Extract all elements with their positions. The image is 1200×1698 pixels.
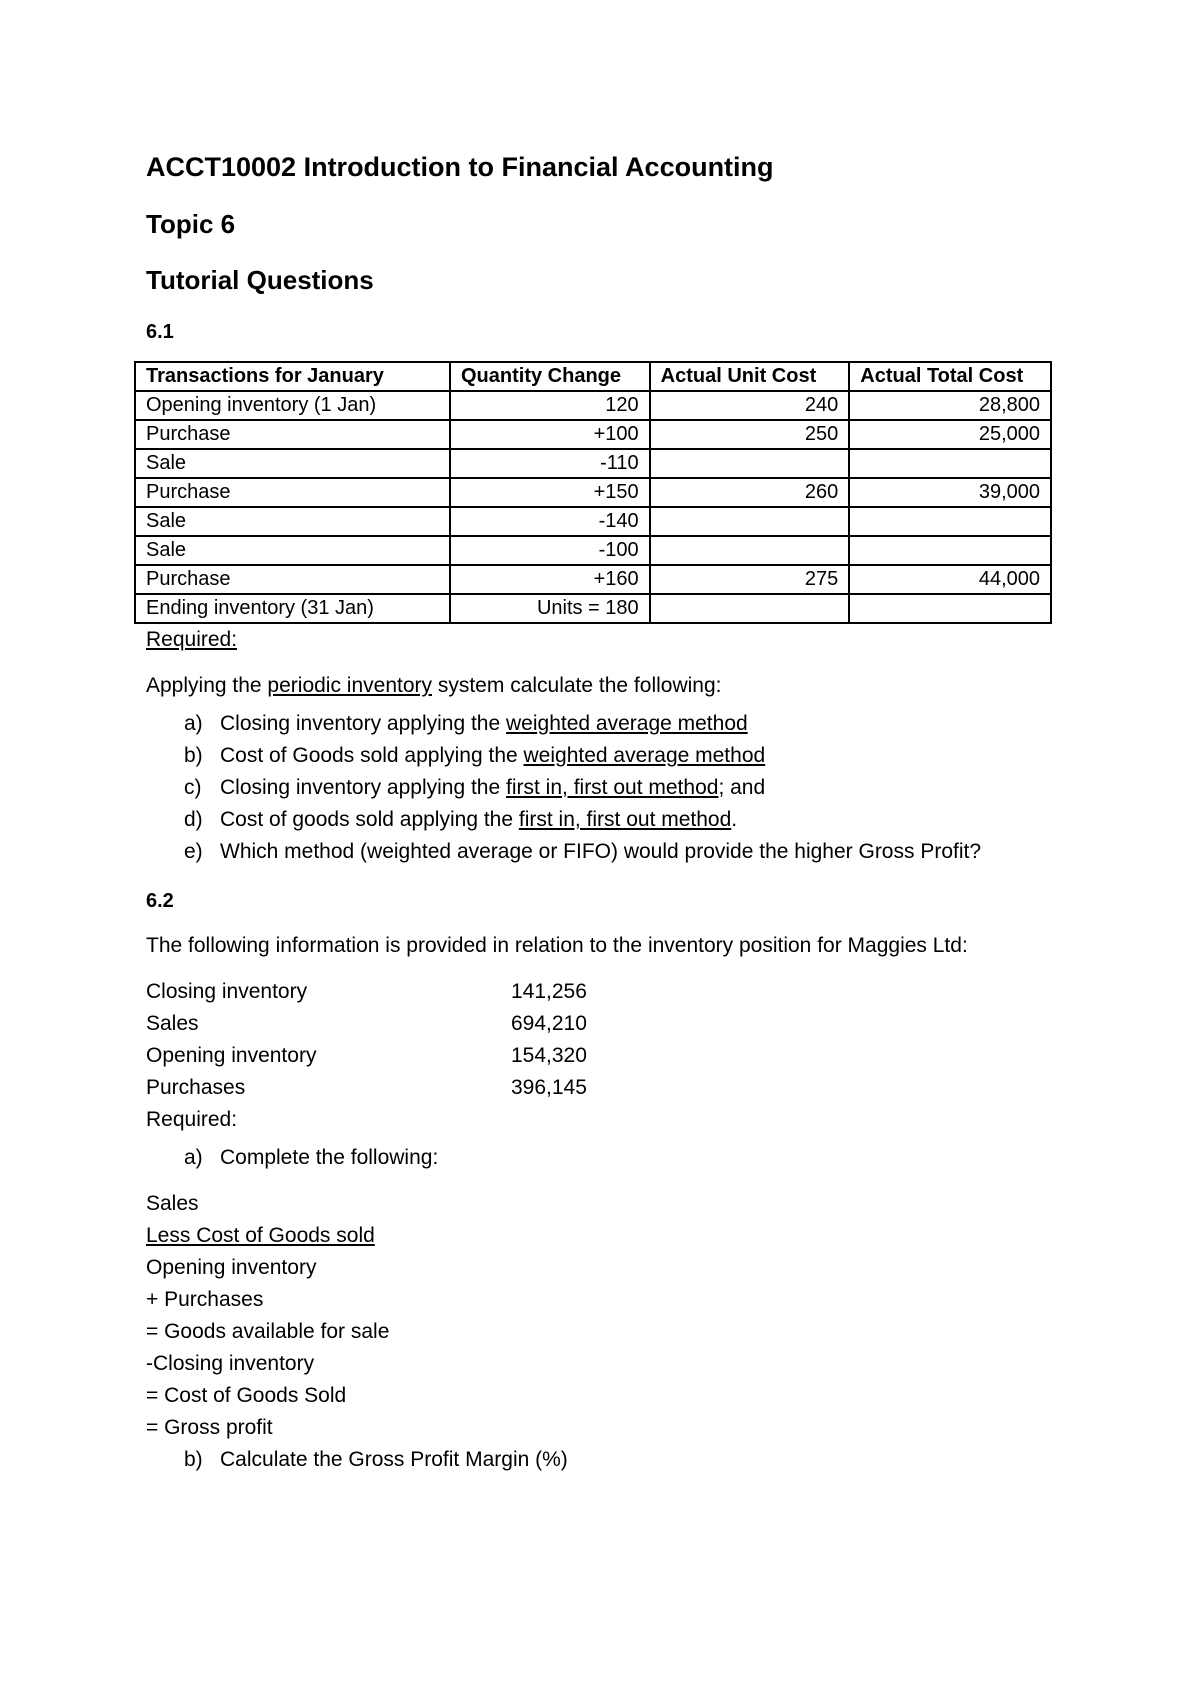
figure-row (146, 976, 1066, 1008)
table-cell: Purchase (135, 478, 450, 507)
table-cell (650, 449, 850, 478)
table-cell: Ending inventory (31 Jan) (135, 594, 450, 623)
item-text: Which method (weighted average or FIFO) would provide the higher Gross Profit? (220, 840, 982, 863)
table-cell: 39,000 (849, 478, 1051, 507)
table-cell: +100 (450, 420, 650, 449)
column-header: Transactions for January (135, 362, 450, 391)
item-text: Calculate the Gross Profit Margin (%) (220, 1448, 568, 1471)
list-marker: b) (184, 1448, 203, 1471)
figure-row (146, 1008, 1066, 1040)
figure-value: 154,320 (511, 1044, 587, 1067)
table-cell: Sale (135, 507, 450, 536)
figure-label: Sales (146, 1012, 199, 1035)
column-header: Actual Total Cost (849, 362, 1051, 391)
item-text: Complete the following: (220, 1146, 439, 1169)
table-cell: 260 (650, 478, 850, 507)
table-cell (650, 536, 850, 565)
list-marker: a) (184, 1146, 203, 1169)
statement-line: -Closing inventory (146, 1352, 315, 1375)
question-6-1-intro (146, 670, 1066, 702)
table-cell (849, 507, 1051, 536)
table-cell: Opening inventory (1 Jan) (135, 391, 450, 420)
table-cell: Sale (135, 449, 450, 478)
list-item (184, 836, 1066, 868)
table-cell: 240 (650, 391, 850, 420)
item-underlined-term: first in, first out method (518, 808, 732, 831)
table-row (135, 391, 1051, 420)
question-6-2-item-b (146, 1444, 1066, 1476)
table-cell: -140 (450, 507, 650, 536)
inventory-transactions-table (134, 361, 1052, 624)
figure-label: Purchases (146, 1076, 246, 1099)
intro-text: system calculate the following: (432, 674, 722, 697)
question-6-1-items (146, 708, 1066, 868)
table-cell (849, 594, 1051, 623)
item-text: Cost of goods sold applying the (220, 808, 519, 831)
list-marker: d) (184, 808, 203, 831)
table-row (135, 420, 1051, 449)
question-6-2-intro: The following information is provided in relation to the inventory position for Maggies Ltd: (146, 934, 968, 957)
table-cell (849, 536, 1051, 565)
table-cell: -110 (450, 449, 650, 478)
list-marker: b) (184, 744, 203, 767)
table-cell: 44,000 (849, 565, 1051, 594)
list-marker: c) (184, 776, 202, 799)
column-header: Quantity Change (450, 362, 650, 391)
item-text: Cost of Goods sold applying the (220, 744, 524, 767)
list-item (184, 1444, 1066, 1476)
topic-heading: Topic 6 (146, 209, 236, 239)
statement-line: = Cost of Goods Sold (146, 1384, 347, 1407)
table-cell: +160 (450, 565, 650, 594)
statement-line: + Purchases (146, 1288, 264, 1311)
course-title: ACCT10002 Introduction to Financial Accounting (146, 152, 774, 182)
table-cell: 250 (650, 420, 850, 449)
table-cell: 275 (650, 565, 850, 594)
table-cell: 25,000 (849, 420, 1051, 449)
list-marker: a) (184, 712, 203, 735)
required-label: Required: (146, 1108, 238, 1131)
list-item (184, 1142, 1066, 1174)
table-cell: +150 (450, 478, 650, 507)
question-6-2-number: 6.2 (146, 890, 174, 912)
table-row (135, 594, 1051, 623)
item-text: ; and (718, 776, 766, 799)
statement-line: Less Cost of Goods sold (146, 1224, 375, 1247)
question-6-2-item-a (146, 1142, 1066, 1174)
table-cell: 120 (450, 391, 650, 420)
table-row (135, 565, 1051, 594)
table-cell: Units = 180 (450, 594, 650, 623)
question-6-1-number: 6.1 (146, 321, 174, 343)
item-underlined-term: weighted average method (506, 712, 748, 735)
list-item (184, 804, 1066, 836)
intro-underlined-term: periodic inventory (267, 674, 433, 697)
list-item (184, 740, 1066, 772)
table-cell (849, 449, 1051, 478)
table-cell: 28,800 (849, 391, 1051, 420)
table-cell: Purchase (135, 420, 450, 449)
item-text: . (731, 808, 738, 831)
table-row (135, 449, 1051, 478)
figure-value: 694,210 (511, 1012, 587, 1035)
statement-line: Opening inventory (146, 1256, 317, 1279)
required-label: Required: (146, 628, 238, 651)
table-cell: Sale (135, 536, 450, 565)
statement-line: Sales (146, 1192, 199, 1215)
list-marker: e) (184, 840, 203, 863)
item-text: Closing inventory applying the (220, 712, 507, 735)
figure-row (146, 1072, 1066, 1104)
item-underlined-term: weighted average method (523, 744, 766, 767)
income-statement-lines (146, 1188, 1066, 1444)
column-header: Actual Unit Cost (650, 362, 850, 391)
table-row (135, 478, 1051, 507)
statement-line: = Goods available for sale (146, 1320, 390, 1343)
table-cell (650, 507, 850, 536)
list-item (184, 708, 1066, 740)
item-underlined-term: first in, first out method (506, 776, 719, 799)
figure-value: 396,145 (511, 1076, 587, 1099)
figure-label: Closing inventory (146, 980, 308, 1003)
table-header-row (135, 362, 1051, 391)
figure-value: 141,256 (511, 980, 587, 1003)
table-cell (650, 594, 850, 623)
table-row (135, 507, 1051, 536)
figure-label: Opening inventory (146, 1044, 317, 1067)
section-heading: Tutorial Questions (146, 265, 374, 295)
list-item (184, 772, 1066, 804)
intro-text: Applying the (146, 674, 268, 697)
statement-line: = Gross profit (146, 1416, 273, 1439)
item-text: Closing inventory applying the (220, 776, 507, 799)
inventory-figures (146, 976, 1066, 1136)
table-cell: -100 (450, 536, 650, 565)
table-cell: Purchase (135, 565, 450, 594)
figure-row (146, 1040, 1066, 1072)
table-row (135, 536, 1051, 565)
document-page (146, 150, 1066, 1476)
